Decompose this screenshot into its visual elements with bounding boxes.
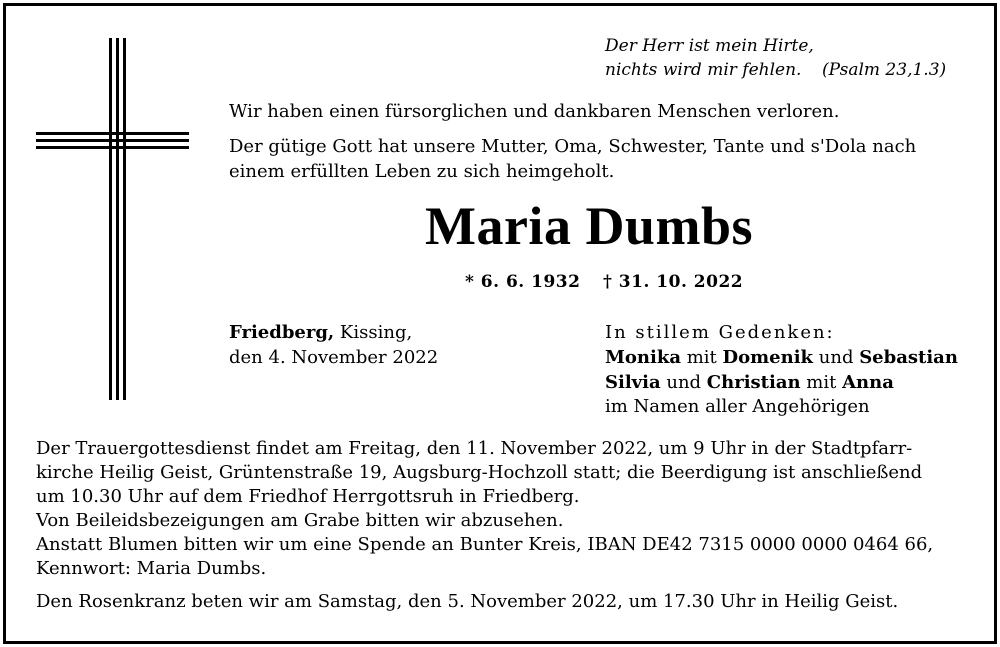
mourner-name: Anna [842, 372, 894, 393]
place-town: Friedberg, [229, 322, 335, 343]
verse-line-2: nichts wird mir fehlen. [605, 60, 802, 80]
notice-line-2: kirche Heilig Geist, Grüntenstraße 19, Augsburg-Hochzoll statt; die Beerdigung ist anschließend [36, 462, 923, 483]
mourner-name: Silvia [605, 372, 661, 393]
birth-date: * 6. 6. 1932 [465, 272, 581, 292]
verse-reference: (Psalm 23,1.3) [822, 60, 947, 80]
notice-line-5: Anstatt Blumen bitten wir um eine Spende an Bunter Kreis, IBAN DE42 7315 0000 0000 0464 66, [36, 534, 934, 555]
mourners-line-1 [605, 345, 958, 370]
connector: mit [800, 372, 843, 393]
intro-line-2: Der gütige Gott hat unsere Mutter, Oma, Schwester, Tante und s'Dola nach [229, 136, 917, 157]
mourner-name: Domenik [722, 347, 814, 368]
connector: und [660, 372, 707, 393]
place-date: den 4. November 2022 [229, 347, 439, 368]
notice-line-6: Kennwort: Maria Dumbs. [36, 558, 267, 579]
intro-line-3: einem erfüllten Leben zu sich heimgeholt. [229, 161, 615, 182]
notice-line-7: Den Rosenkranz beten wir am Samstag, den 5. November 2022, um 17.30 Uhr in Heilig Geist. [36, 591, 899, 612]
mourners-heading: In stillem Gedenken: [605, 322, 835, 343]
intro-line-1: Wir haben einen fürsorglichen und dankbaren Menschen verloren. [229, 101, 840, 122]
place-rest: Kissing, [334, 322, 413, 343]
connector: mit [681, 347, 723, 368]
death-date: † 31. 10. 2022 [603, 272, 744, 292]
mourners-closing: im Namen aller Angehörigen [605, 396, 870, 417]
mourner-name: Christian [706, 372, 801, 393]
connector: und [813, 347, 860, 368]
notice-line-1: Der Trauergottesdienst findet am Freitag, den 11. November 2022, um 9 Uhr in der Stadtpfarr- [36, 438, 913, 459]
notice-line-4: Von Beileidsbezeigungen am Grabe bitten wir abzusehen. [36, 510, 564, 531]
mourner-name: Monika [605, 347, 681, 368]
verse-line-1: Der Herr ist mein Hirte, [605, 36, 814, 56]
mourner-name: Sebastian [859, 347, 958, 368]
place-line [229, 320, 412, 345]
mourners-line-2 [605, 370, 894, 395]
notice-line-3: um 10.30 Uhr auf dem Friedhof Herrgottsruh in Friedberg. [36, 486, 580, 507]
deceased-name: Maria Dumbs [425, 196, 753, 256]
